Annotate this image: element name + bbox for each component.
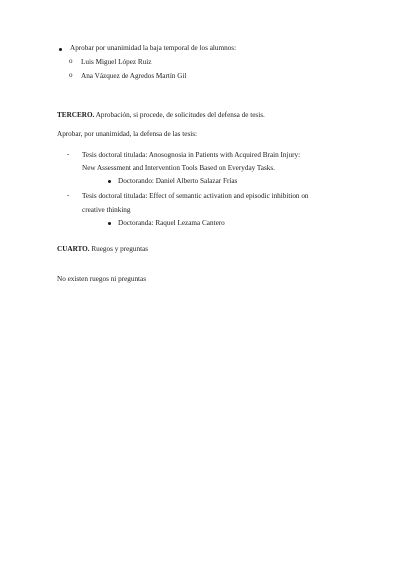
sub-bullet-icon: o [69,71,73,79]
dash-bullet-icon: - [67,191,70,199]
student-name: Ana Vázquez de Agredos Martín Gil [81,72,187,80]
thesis-candidate: Doctorando: Daniel Alberto Salazar Frías [118,177,238,185]
dash-bullet-icon: - [67,150,70,158]
bullet-icon [108,180,111,183]
thesis-title-line: Tesis doctoral titulada: Effect of semantic activation and episodic inhibition on [82,192,309,200]
section-heading: CUARTO. [57,245,90,253]
thesis-title-line: Tesis doctoral titulada: Anosognosia in Patients with Acquired Brain Injury: [82,151,301,159]
thesis-title-line: New Assessment and Intervention Tools Based on Everyday Tasks. [82,164,275,172]
cuarto-heading-line [57,245,148,254]
student-name: Luis Miguel López Ruiz [81,58,152,66]
tercero-intro: Aprobar, por unanimidad, la defensa de las tesis: [57,130,198,138]
thesis-title-line: creative thinking [82,206,131,214]
tercero-heading-line [57,111,265,120]
sub-bullet-icon: o [69,57,73,65]
bullet-icon [108,222,111,225]
thesis-candidate: Doctoranda: Raquel Lezama Cantero [118,219,225,227]
section-title: Ruegos y preguntas [89,245,149,253]
section-heading: TERCERO. [57,111,95,119]
bajas-intro: Aprobar por unanimidad la baja temporal de los alumnos: [70,44,237,52]
cuarto-body: No existen ruegos ni preguntas [57,275,147,283]
bullet-icon [59,48,62,51]
section-title: Aprobación, si procede, de solicitudes del defensa de tesis. [94,111,265,119]
